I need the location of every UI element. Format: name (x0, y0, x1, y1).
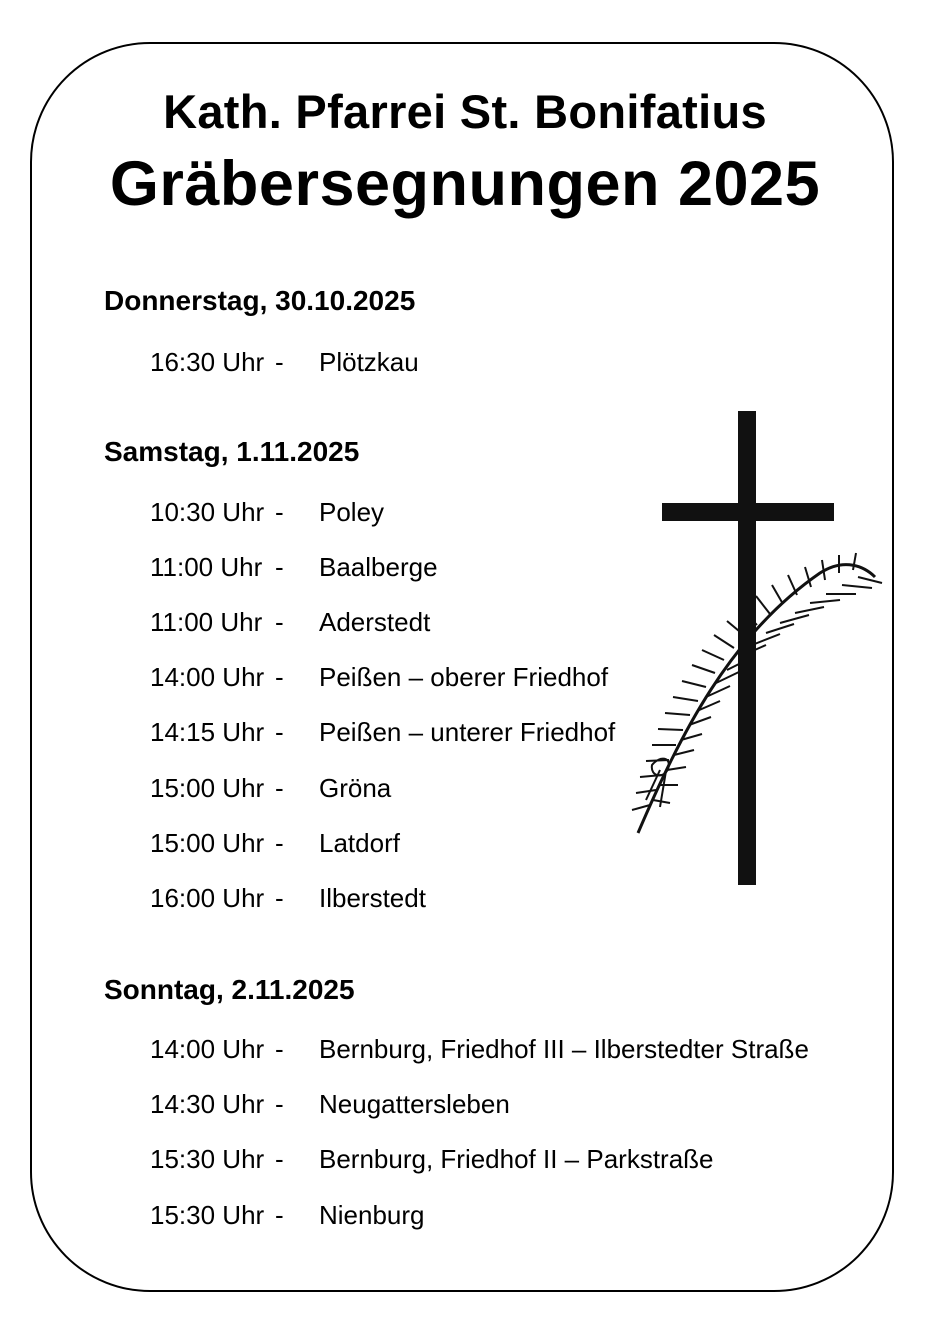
event-time: 16:30 Uhr (150, 347, 265, 377)
schedule-row (150, 1200, 425, 1231)
separator: - (275, 883, 284, 913)
schedule-row (150, 662, 608, 693)
separator: - (275, 552, 284, 582)
event-place: Nienburg (319, 1200, 425, 1230)
separator: - (275, 497, 284, 527)
separator: - (275, 828, 284, 858)
separator: - (275, 347, 284, 377)
cross-with-palm-branch-icon (620, 405, 890, 895)
day-heading-saturday: Samstag, 1.11.2025 (104, 436, 360, 467)
event-time: 15:30 Uhr (150, 1144, 265, 1174)
schedule-row (150, 1089, 510, 1120)
separator: - (275, 1089, 284, 1119)
page-title: Gräbersegnungen 2025 (109, 149, 821, 219)
event-place: Plötzkau (319, 347, 419, 377)
event-time: 14:15 Uhr (150, 717, 265, 747)
event-place: Ilberstedt (319, 883, 426, 913)
schedule-row (150, 773, 391, 804)
schedule-row (150, 828, 400, 859)
separator: - (275, 717, 284, 747)
event-place: Neugattersleben (319, 1089, 510, 1119)
schedule-row (150, 607, 430, 638)
separator: - (275, 1144, 284, 1174)
parish-name: Kath. Pfarrei St. Bonifatius (163, 85, 767, 138)
separator: - (275, 1200, 284, 1230)
event-place: Bernburg, Friedhof II – Parkstraße (319, 1144, 714, 1174)
cross-icon (662, 411, 834, 885)
event-place: Aderstedt (319, 607, 431, 637)
event-place: Bernburg, Friedhof III – Ilberstedter Straße (319, 1034, 809, 1064)
palm-branch-icon (632, 553, 882, 833)
separator: - (275, 607, 284, 637)
event-time: 15:00 Uhr (150, 828, 265, 858)
event-time: 11:00 Uhr (150, 607, 263, 637)
day-heading-sunday: Sonntag, 2.11.2025 (104, 974, 355, 1005)
event-time: 10:30 Uhr (150, 497, 265, 527)
schedule-row (150, 1034, 809, 1065)
schedule-row (150, 883, 426, 914)
separator: - (275, 1034, 284, 1064)
schedule-row (150, 1144, 714, 1175)
event-time: 16:00 Uhr (150, 883, 265, 913)
schedule-row (150, 552, 438, 583)
schedule-row (150, 497, 384, 528)
event-place: Peißen – unterer Friedhof (319, 717, 616, 747)
event-time: 14:30 Uhr (150, 1089, 265, 1119)
event-place: Poley (319, 497, 385, 527)
event-place: Baalberge (319, 552, 438, 582)
separator: - (275, 773, 284, 803)
schedule-row (150, 347, 419, 378)
event-place: Latdorf (319, 828, 400, 858)
schedule-row (150, 717, 615, 748)
event-time: 15:00 Uhr (150, 773, 265, 803)
event-time: 14:00 Uhr (150, 662, 265, 692)
event-place: Peißen – oberer Friedhof (319, 662, 609, 692)
separator: - (275, 662, 284, 692)
event-time: 11:00 Uhr (150, 552, 263, 582)
event-time: 14:00 Uhr (150, 1034, 265, 1064)
event-time: 15:30 Uhr (150, 1200, 265, 1230)
day-heading-thursday: Donnerstag, 30.10.2025 (104, 285, 416, 316)
event-place: Gröna (319, 773, 392, 803)
